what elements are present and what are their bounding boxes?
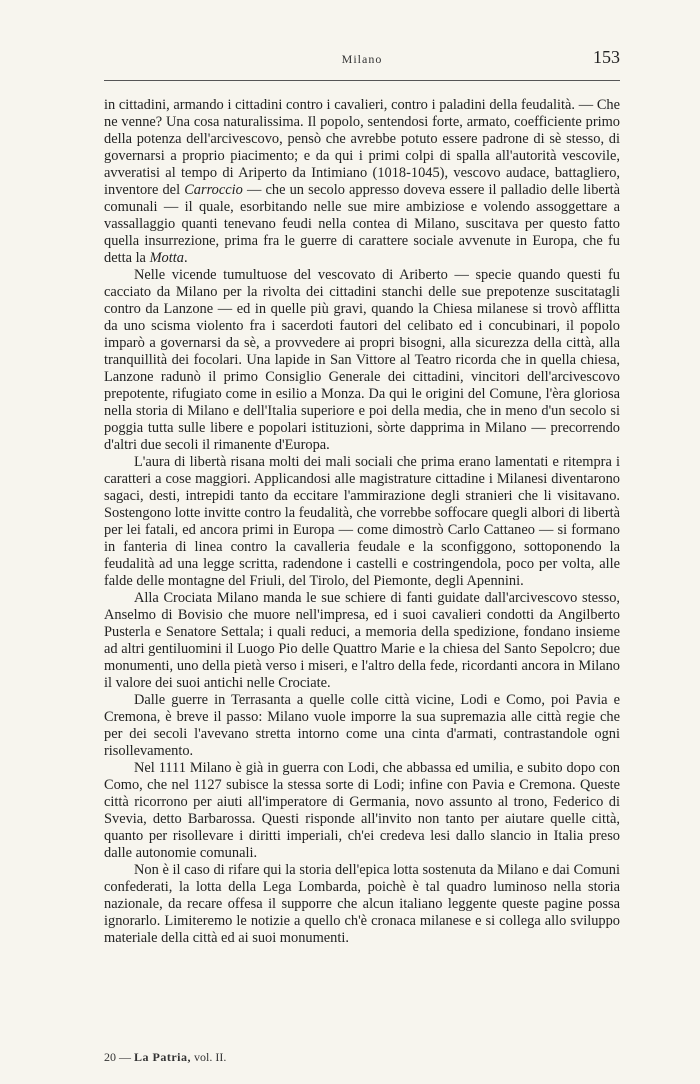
italic-term: Motta [149, 250, 184, 266]
paragraph: Non è il caso di rifare qui la storia dell'epica lotta sostenuta da Milano e dai Comuni confederati, la lotta della Lega Lombarda, poichè è tal quadro luminoso nella storia nazionale, da recare offesa il supporre che alcun italiano leggente queste pagine possa ignorarlo. Limiteremo le notizie a quello ch'è cronaca milanese e si collega allo sviluppo materiale della città ed ai suoi monumenti. [104, 862, 620, 946]
paragraph: Nel 1111 Milano è già in guerra con Lodi, che abbassa ed umilia, e subito dopo con Como, che nel 1127 subisce la stessa sorte di Lodi; infine con Pavia e Cremona. Queste città ricorrono per aiuti all'imperatore di Germania, novo assunto al trono, Federico di Svevia, detto Barbarossa. Questi risponde all'invito non tanto per aiutare quelle città, quanto per risollevare i diritti imperiali, ch'ei credeva lesi dallo slancio in Italia preso dalle autonomie comunali. [104, 760, 620, 861]
paragraph: in cittadini, armando i cittadini contro i cavalieri, contro i paladini della feudalità. — Che ne venne? Una cosa naturalissima. Il popolo, sentendosi forte, armato, coefficiente primo della potenza dell'arcivescovo, pensò che avrebbe potuto essere padrone di sè stesso, di governarsi a proprio piacimento; e da qui i primi colpi di spalla all'autorità vescovile, avveratisi al tempo di Ariperto da Intimiano (1018-1045), vescovo audace, battagliero, inventore del Carroccio — che un secolo appresso doveva essere il palladio delle libertà comunali — il quale, esorbitando nelle sue mire ambiziose e volendo assoggettare a vassallaggio quanti tenevano feudi nella contea di Milano, suscitava per questo fatto quella insurrezione, prima fra le guerre di carattere sociale avvenute in Europa, che fu detta la Motta. [104, 97, 620, 266]
page-header [104, 47, 620, 72]
header-rule [104, 80, 620, 81]
body-text [104, 97, 620, 947]
paragraph: Nelle vicende tumultuose del vescovato di Ariberto — specie quando questi fu cacciato da Milano per la rivolta dei cittadini stanchi delle sue prepotenze suscitatagli contro da Lanzone — ed in quelle più gravi, quando la Chiesa milanese si trovò afflitta da uno scisma violento fra i sacerdoti fautori del celibato ed i concubinari, il popolo imparò a governarsi da sè, a provvedere ai propri bisogni, alla sicurezza della città, alla tranquillità dei focolari. Una lapide in San Vittore al Teatro ricorda che in quella chiesa, Lanzone radunò il primo Consiglio Generale dei cittadini, vincitori dell'arcivescovo prepotente, rifugiato come in esilio a Monza. Da qui le origini del Comune, l'èra gloriosa nella storia di Milano e dell'Italia superiore e poi della media, che in meno d'un secolo si poggia tutta sulle libere e popolari istituzioni, sòrte dapprima in Milano — precorrendo d'altri due secoli il rimanente d'Europa. [104, 267, 620, 453]
paragraph: Dalle guerre in Terrasanta a quelle colle città vicine, Lodi e Como, poi Pavia e Cremona, è breve il passo: Milano vuole imporre la sua supremazia alle città regie che per dei secoli l'avevano stretta intorno come una cinta d'armati, contrastandole ogni risollevamento. [104, 692, 620, 759]
running-head: Milano [341, 52, 383, 66]
publication-title: La Patria, [134, 1050, 191, 1064]
signature-mark: 20 — [104, 1050, 131, 1064]
volume-label: vol. II. [194, 1050, 227, 1064]
paragraph: L'aura di libertà risana molti dei mali sociali che prima erano lamentati e ritempra i caratteri a cose maggiori. Applicandosi alle magistrature cittadine i Milanesi diventarono sagaci, desti, intrepidi tanto da eccitare l'ammirazione degli stranieri che li visitavano. Sostengono lotte invitte contro la feudalità, che vorrebbe soffocare quegli albori di libertà per lei fatali, ed ancora primi in Europa — come dimostrò Carlo Cattaneo — si formano in fanteria di linea contro la cavalleria feudale e la sconfiggono, sottoponendo la feudalità ad una legge scritta, radendone i castelli e costringendola, poco per volta, alle falde delle montagne del Friuli, del Tirolo, del Piemonte, degli Apennini. [104, 454, 620, 589]
paragraph: Alla Crociata Milano manda le sue schiere di fanti guidate dall'arcivescovo stesso, Anselmo di Bovisio che muore nell'impresa, ed i suoi cavalieri condotti da Angilberto Pusterla e Senatore Settala; i quali reduci, a memoria della spedizione, fondano insieme ad altri gentiluomini il Luogo Pio delle Quattro Marie e la chiesa del Santo Sepolcro; due monumenti, uno della pietà verso i miseri, e l'altro della fede, ricordanti ancora in Milano il valore dei suoi antichi nelle Crociate. [104, 590, 620, 691]
page-number: 153 [593, 47, 620, 67]
page-footer [104, 1050, 226, 1065]
italic-term: Carroccio [184, 182, 243, 198]
